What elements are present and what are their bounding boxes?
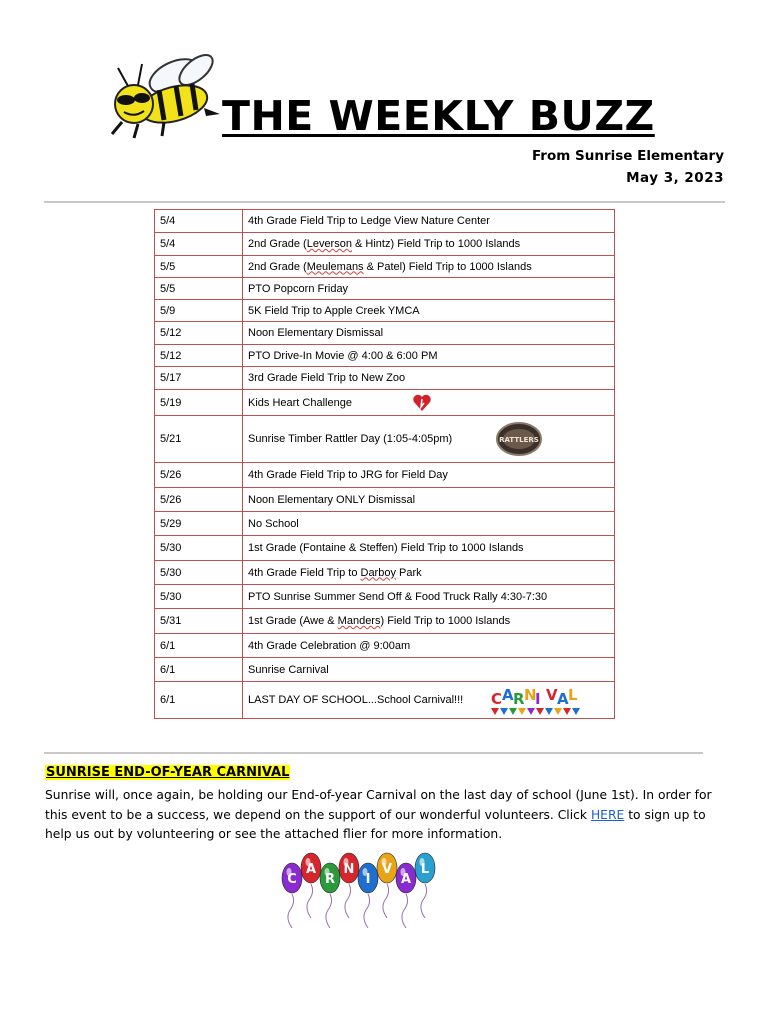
event-text: PTO Drive-In Movie @ 4:00 & 6:00 PM [248, 349, 438, 362]
event-text: & Patel) Field Trip to 1000 Islands [363, 260, 532, 273]
event-date: 6/1 [155, 634, 243, 658]
school-name: From Sunrise Elementary [531, 148, 724, 164]
event-date: 6/1 [155, 658, 243, 682]
event-description [243, 682, 615, 719]
svg-text:L: L [568, 686, 578, 704]
event-date: 5/31 [155, 609, 243, 634]
event-text: 4th Grade Field Trip to Ledge View Nature Center [248, 215, 490, 227]
events-calendar-table [154, 209, 615, 719]
event-row [155, 609, 615, 634]
balloon-letter: L [420, 862, 430, 877]
carnival-section-body [45, 786, 735, 845]
event-text-flagged: Meulemans [306, 260, 364, 273]
volunteer-signup-link[interactable]: HERE [590, 807, 625, 822]
event-text: PTO Popcorn Friday [248, 282, 349, 295]
section-divider [44, 752, 703, 754]
balloon-letter: C [287, 872, 297, 887]
svg-text:V: V [546, 686, 558, 704]
event-text-flagged: Manders [337, 615, 381, 627]
svg-text:A: A [502, 686, 514, 704]
event-date: 5/12 [155, 345, 243, 367]
event-text: 4th Grade Field Trip to [248, 566, 361, 579]
event-row [155, 210, 615, 233]
event-description [243, 536, 615, 561]
event-description [243, 512, 615, 536]
event-date: 5/26 [155, 463, 243, 488]
event-row [155, 463, 615, 488]
event-date: 5/4 [155, 210, 243, 233]
event-row [155, 585, 615, 609]
svg-text:A: A [557, 690, 569, 708]
svg-text:N: N [524, 686, 537, 704]
event-description [243, 488, 615, 512]
event-row [155, 634, 615, 658]
carnival-banner-icon [487, 684, 583, 716]
event-description [243, 634, 615, 658]
event-description [243, 609, 615, 634]
event-date: 5/12 [155, 322, 243, 345]
event-text: 2nd Grade ( [248, 238, 307, 250]
newsletter-title: THE WEEKLY BUZZ [222, 92, 655, 140]
event-description [243, 416, 615, 463]
event-row [155, 233, 615, 256]
event-row [155, 488, 615, 512]
svg-text:C: C [491, 690, 503, 708]
event-text: 4th Grade Field Trip to JRG for Field Day [248, 469, 448, 481]
carnival-section-heading: SUNRISE END-OF-YEAR CARNIVAL [46, 765, 290, 780]
header-divider [44, 201, 725, 203]
event-date: 5/30 [155, 561, 243, 585]
event-date: 5/21 [155, 416, 243, 463]
balloon-letter: R [324, 872, 336, 887]
event-date: 6/1 [155, 682, 243, 719]
event-text: Sunrise Carnival [248, 663, 329, 676]
event-row [155, 367, 615, 390]
event-text: 1st Grade (Fontaine & Steffen) Field Trip to 1000 Islands [248, 542, 524, 554]
event-text: LAST DAY OF SCHOOL...School Carnival!!! [248, 693, 464, 706]
event-description [243, 658, 615, 682]
event-date: 5/5 [155, 256, 243, 278]
event-date: 5/26 [155, 488, 243, 512]
event-date: 5/29 [155, 512, 243, 536]
event-description [243, 233, 615, 256]
event-text: & Hintz) Field Trip to 1000 Islands [351, 238, 521, 250]
event-row [155, 300, 615, 322]
carnival-balloons-icon [280, 850, 440, 928]
event-text: Sunrise Timber Rattler Day (1:05-4:05pm) [248, 432, 453, 445]
carnival-body-text-1: Sunrise will, once again, be holding our End-of-year Carnival on the last day of school (June 1st). In order for this event to be a success, we depend on the support of our wonderful volunteers. Click [45, 788, 712, 822]
event-text: 3rd Grade Field Trip to New Zoo [248, 372, 406, 384]
event-row [155, 561, 615, 585]
event-row [155, 256, 615, 278]
event-text: 1st Grade (Awe & [248, 615, 338, 627]
event-description [243, 256, 615, 278]
balloon-letter: V [381, 862, 393, 877]
event-description [243, 322, 615, 345]
balloon-letter: A [400, 872, 412, 887]
heart-icon [412, 393, 432, 413]
balloon-letter: A [305, 862, 317, 877]
event-text: Park [395, 566, 422, 579]
event-row [155, 278, 615, 300]
carnival-body-text-2: to sign up to help us out by volunteering or see the attached flier for more information. [45, 807, 706, 841]
rattlers-logo-text: RATTLERS [499, 436, 540, 444]
balloon-letter: N [343, 862, 355, 877]
event-text-flagged: Leverson [306, 238, 352, 250]
event-description [243, 300, 615, 322]
issue-date: May 3, 2023 [626, 170, 724, 186]
event-row [155, 345, 615, 367]
event-row [155, 390, 615, 416]
event-text: Kids Heart Challenge [248, 396, 352, 409]
event-text: Noon Elementary ONLY Dismissal [248, 493, 416, 506]
event-text: ) Field Trip to 1000 Islands [380, 615, 511, 627]
balloon-letter: I [365, 872, 371, 887]
event-row [155, 536, 615, 561]
event-description [243, 278, 615, 300]
event-date: 5/17 [155, 367, 243, 390]
event-date: 5/4 [155, 233, 243, 256]
event-description [243, 345, 615, 367]
event-description [243, 210, 615, 233]
event-description [243, 463, 615, 488]
event-description [243, 585, 615, 609]
event-row [155, 512, 615, 536]
event-text: PTO Sunrise Summer Send Off & Food Truck Rally 4:30-7:30 [248, 590, 548, 603]
event-description [243, 390, 615, 416]
event-description [243, 561, 615, 585]
event-date: 5/19 [155, 390, 243, 416]
svg-text:I: I [535, 690, 541, 708]
event-date: 5/30 [155, 536, 243, 561]
event-text: 5K Field Trip to Apple Creek YMCA [248, 304, 420, 317]
event-row [155, 322, 615, 345]
event-date: 5/9 [155, 300, 243, 322]
event-text: 2nd Grade ( [248, 260, 307, 273]
event-text: 4th Grade Celebration @ 9:00am [248, 639, 411, 652]
event-row [155, 416, 615, 463]
event-text: Noon Elementary Dismissal [248, 327, 384, 339]
rattlers-logo-icon [496, 421, 542, 457]
event-row [155, 682, 615, 719]
event-text: No School [248, 517, 299, 530]
event-description [243, 367, 615, 390]
svg-text:R: R [513, 690, 525, 708]
event-row [155, 658, 615, 682]
event-date: 5/5 [155, 278, 243, 300]
event-text-flagged: Darboy [360, 566, 396, 579]
bee-mascot-icon [104, 48, 224, 140]
event-date: 5/30 [155, 585, 243, 609]
